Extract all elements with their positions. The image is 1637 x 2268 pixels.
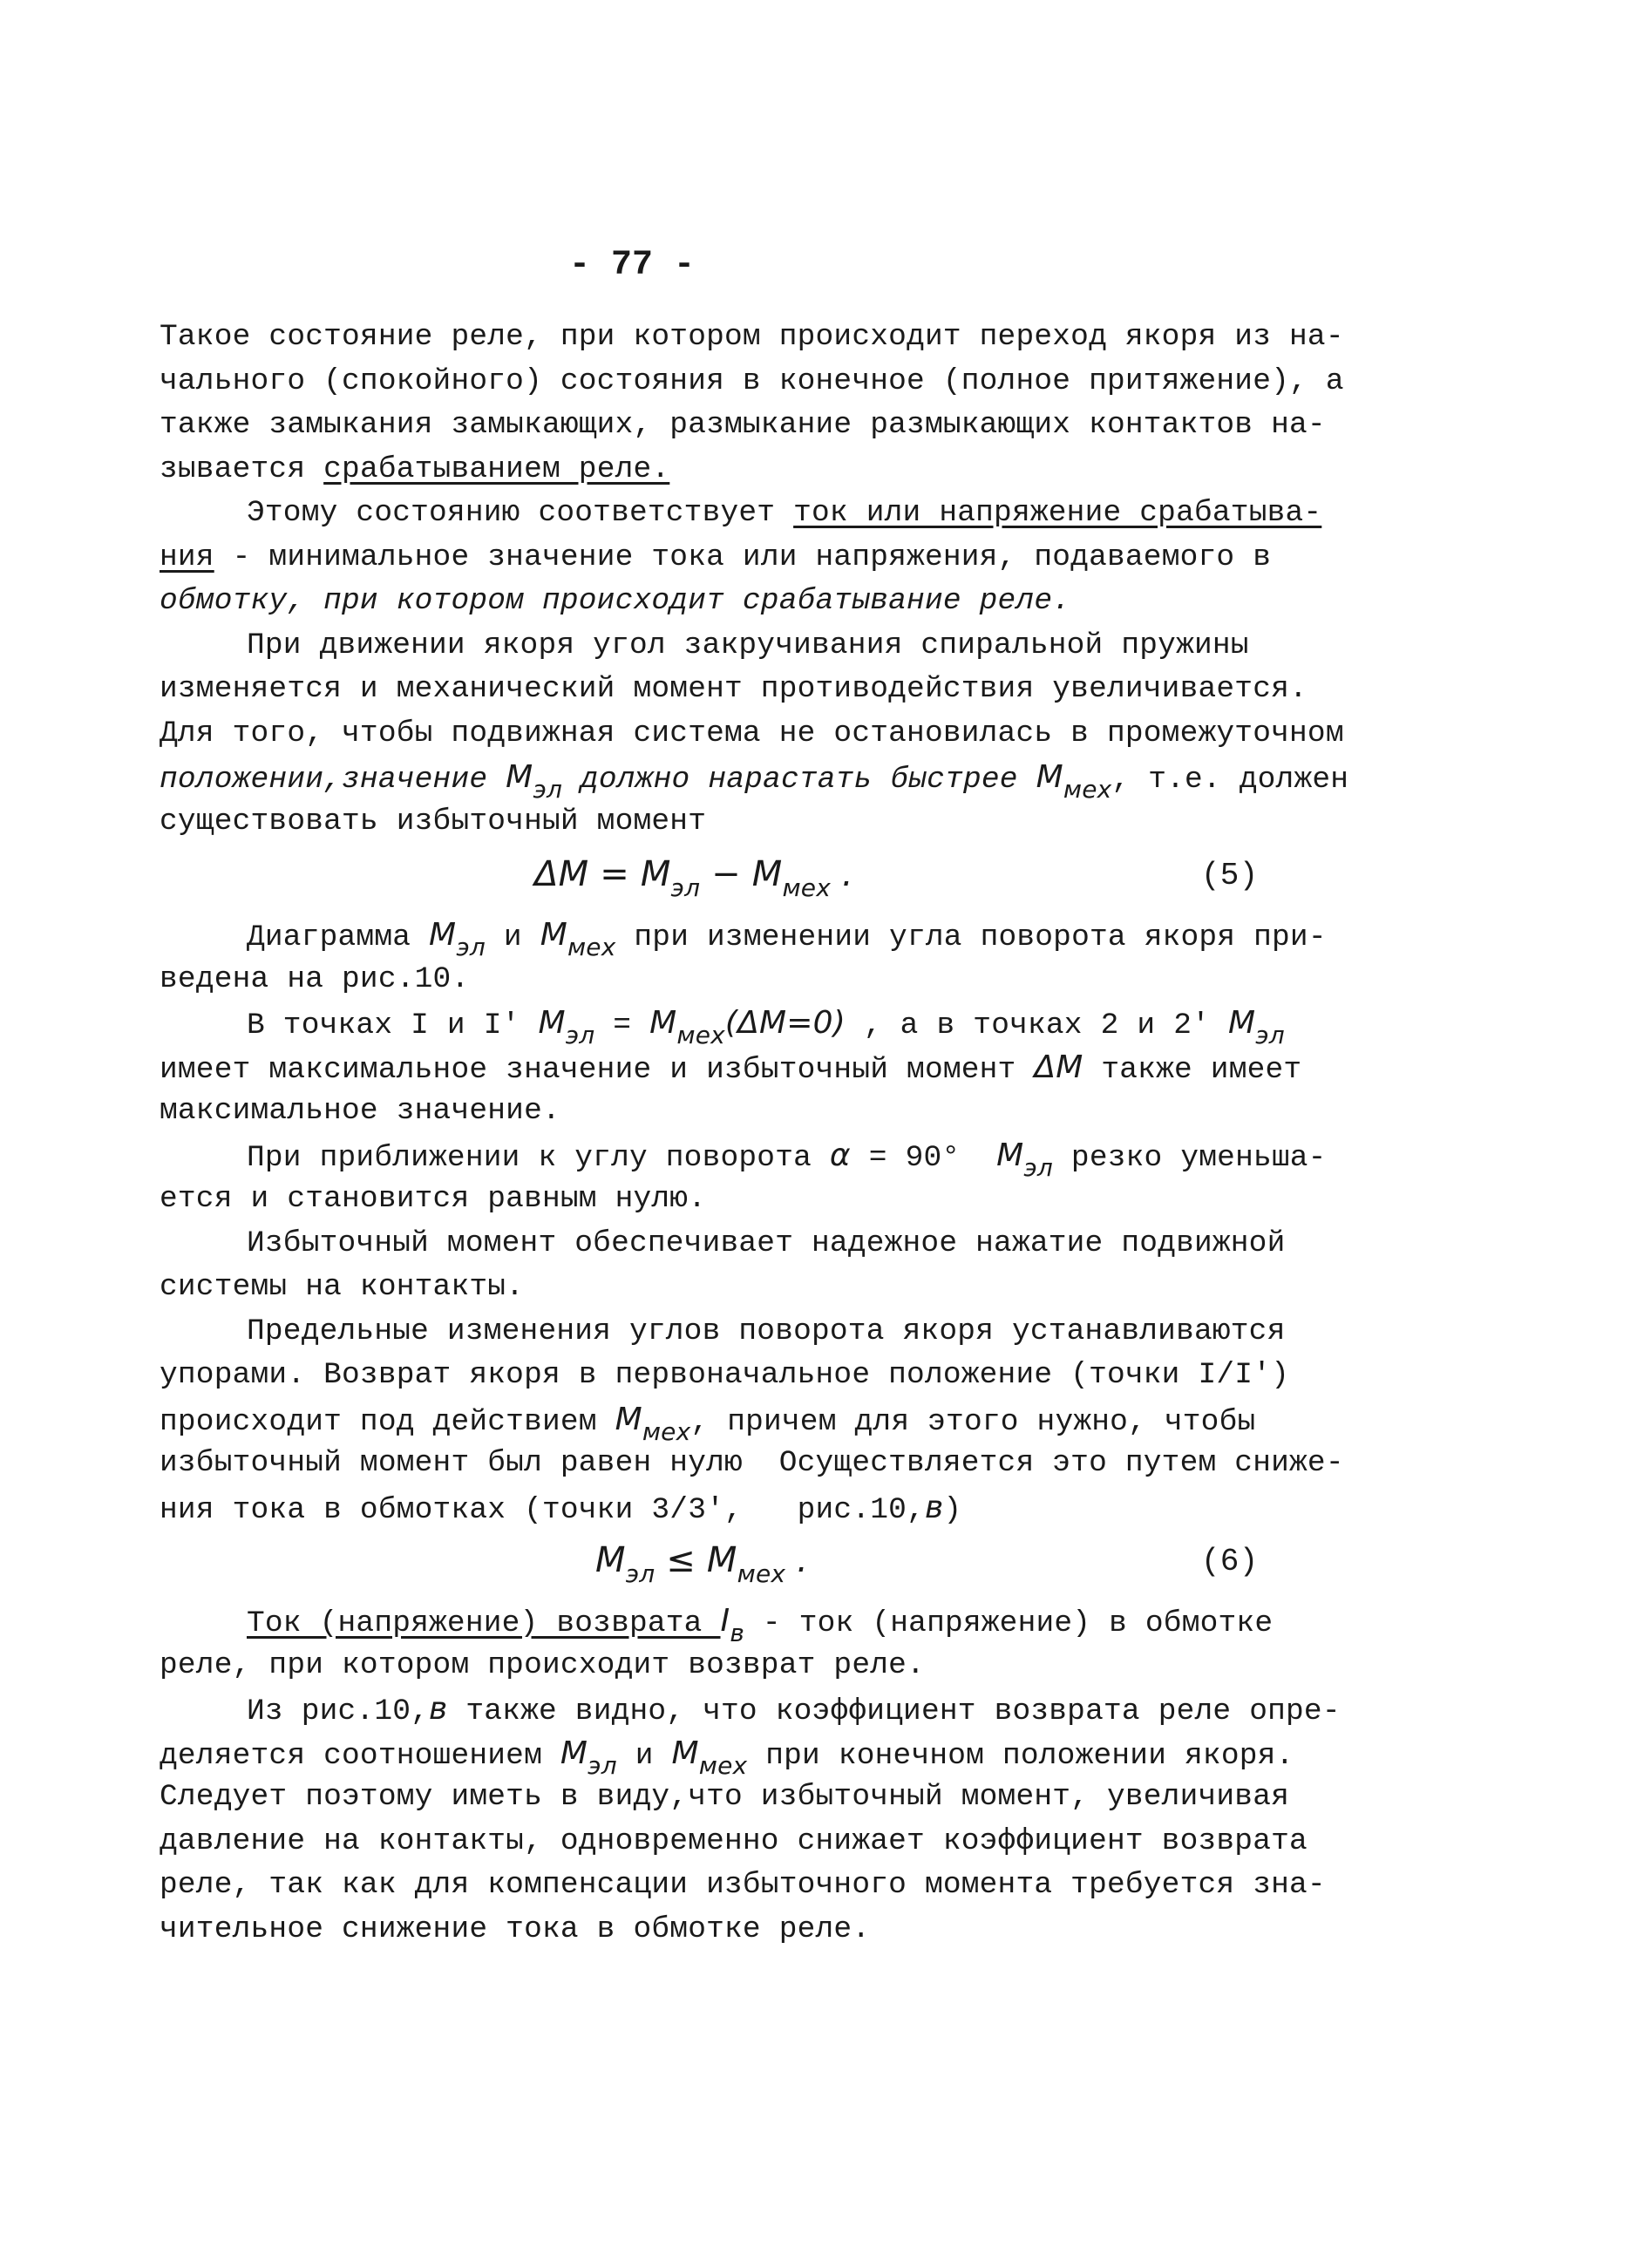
eq-minus: − M <box>700 854 783 894</box>
text: системы на контакты. <box>160 1270 525 1304</box>
text-line <box>160 1486 1328 1531</box>
text: имеет максимальное значение и избыточный момент <box>160 1052 1035 1087</box>
symbol-m: M <box>996 1137 1024 1173</box>
text-line <box>160 492 1328 536</box>
text-line <box>160 624 1328 669</box>
term-trigger-current: ток или напряжение срабатыва- <box>793 496 1322 530</box>
subscript-mex: мех <box>642 1416 691 1446</box>
text: Следует поэтому иметь в виду,что избыточный момент, увеличивая <box>160 1780 1290 1814</box>
text: Такое состояние реле, при котором происходит переход якоря из на- <box>160 320 1344 354</box>
text: Из рис.10, <box>247 1694 430 1728</box>
eq-end: . <box>831 854 853 894</box>
text-line <box>160 1820 1328 1864</box>
equation-5 <box>160 844 1328 913</box>
text: давление на контакты, одновременно снижает коэффициент возврата <box>160 1823 1308 1858</box>
text: также имеет <box>1083 1052 1302 1087</box>
subscript-el: эл <box>588 1750 617 1780</box>
text: существовать избыточный момент <box>160 804 707 839</box>
text-line <box>160 1864 1328 1908</box>
text: Этому состоянию соответствует <box>247 496 794 530</box>
equation-formula <box>595 1538 808 1586</box>
eq-m: M <box>595 1540 626 1580</box>
term-triggering: срабатыванием реле. <box>323 452 670 486</box>
text: положении,значение <box>160 763 506 797</box>
text: должно нарастать быстрее <box>562 763 1036 797</box>
symbol-m: M <box>615 1401 642 1437</box>
text-line <box>160 1134 1328 1182</box>
text: ) <box>943 1492 962 1527</box>
text-line <box>160 1002 1328 1049</box>
subscript-el: эл <box>456 933 486 961</box>
symbol-i: I <box>720 1603 730 1639</box>
text: В точках I и I′ <box>247 1008 539 1042</box>
text: чительное снижение тока в обмотке реле. <box>160 1912 871 1946</box>
text: При приближении к углу поворота <box>247 1140 830 1175</box>
text: реле, так как для компенсации избыточного момента требуется зна- <box>160 1868 1326 1902</box>
symbol-v: в <box>429 1691 448 1727</box>
text: и <box>485 920 540 954</box>
subscript-el: эл <box>625 1559 655 1588</box>
symbol-delta-m: ΔM <box>1034 1049 1083 1085</box>
symbol-m: M <box>506 759 533 795</box>
subscript-mex: мех <box>698 1750 748 1780</box>
symbol-alpha: α <box>829 1137 851 1173</box>
equation-formula <box>534 852 853 900</box>
text: также видно, что коэффициент возврата реле опре- <box>447 1694 1341 1728</box>
text-line <box>160 668 1328 712</box>
eq-rel: ≤ M <box>655 1540 737 1580</box>
text: максимальное значение. <box>160 1094 560 1128</box>
text: чального (спокойного) состояния в конечное (полное притяжение), а <box>160 363 1344 398</box>
text: при конечном положении якоря. <box>747 1738 1294 1773</box>
body-text <box>160 316 1349 1952</box>
text: Для того, чтобы подвижная система не остановилась в промежуточном <box>160 716 1344 750</box>
text: происходит под действием <box>160 1404 615 1439</box>
text: упорами. Возврат якоря в первоначальное положение (точки I/I′) <box>160 1358 1290 1392</box>
text-line <box>160 1732 1328 1780</box>
text: , причем для этого нужно, чтобы <box>690 1404 1256 1439</box>
text-line <box>160 316 1344 360</box>
text-line <box>160 1644 1328 1688</box>
text-line <box>160 1442 1344 1486</box>
text: = 90° <box>850 1140 997 1175</box>
text: резко уменьша- <box>1053 1140 1327 1175</box>
symbol-m: M <box>538 1005 566 1041</box>
subscript-el: эл <box>565 1021 595 1049</box>
subscript-mex: мех <box>567 933 616 961</box>
text: ведена на рис.10. <box>160 961 470 996</box>
text: также замыкания замыкающих, размыкание размыкающих контактов на- <box>160 408 1326 442</box>
text-line <box>160 1266 1328 1310</box>
text: При движении якоря угол закручивания спиральной пружины <box>247 628 1249 662</box>
text: ется и становится равным нулю. <box>160 1182 707 1216</box>
text: при изменении угла поворота якоря при- <box>615 920 1327 954</box>
text: = <box>594 1008 650 1042</box>
term-return-current: Ток (напряжение) возврата <box>247 1606 721 1640</box>
subscript-mex: мех <box>1063 775 1112 804</box>
term-trigger-current-end: ния <box>160 540 214 574</box>
text-line <box>160 1354 1328 1398</box>
subscript-el: эл <box>533 775 563 804</box>
subscript-mex: мех <box>676 1021 725 1049</box>
text: реле, при котором происходит возврат реле. <box>160 1647 925 1682</box>
text: ния тока в обмотках (точки 3/3′, рис.10, <box>160 1492 925 1527</box>
symbol-m: M <box>540 917 567 953</box>
equation-number: (5) <box>1201 858 1259 893</box>
subscript-v: в <box>730 1619 745 1647</box>
text: Предельные изменения углов поворота якоря устанавливаются <box>247 1314 1286 1348</box>
text-line <box>160 1398 1328 1446</box>
delta-zero: (ΔM=0) <box>724 1005 846 1041</box>
text-line <box>160 1090 1328 1134</box>
text-line <box>160 1776 1328 1820</box>
text: избыточный момент был равен нулю Осуществляется это путем сниже- <box>160 1446 1344 1480</box>
equation-6 <box>160 1530 1328 1599</box>
symbol-m: M <box>429 917 457 953</box>
eq-end: . <box>785 1540 809 1580</box>
text-line <box>160 536 1328 581</box>
text-line <box>160 800 1328 845</box>
text-line <box>160 1222 1328 1266</box>
text: деляется соотношением <box>160 1738 560 1773</box>
text-line <box>160 580 1328 624</box>
symbol-m: M <box>649 1005 677 1041</box>
subscript-mex: мех <box>782 873 832 902</box>
subscript-el: эл <box>670 873 701 902</box>
text-line <box>160 1599 1328 1647</box>
subscript-mex: мех <box>737 1559 786 1588</box>
text: изменяется и механический момент противодействия увеличивается. <box>160 672 1308 706</box>
text: Диаграмма <box>247 920 430 954</box>
text: обмотку, при котором происходит срабатывание реле. <box>160 584 1071 618</box>
text-line <box>160 958 1328 1002</box>
subscript-el: эл <box>1023 1152 1054 1182</box>
text-line <box>160 1687 1341 1732</box>
symbol-m: M <box>1036 759 1063 795</box>
text: , а в точках 2 и 2′ <box>845 1008 1228 1042</box>
text-line <box>160 756 1349 804</box>
text-line <box>160 1908 1328 1952</box>
equation-number: (6) <box>1201 1544 1259 1579</box>
text-line <box>160 448 1328 492</box>
text-line <box>160 360 1344 404</box>
symbol-m: M <box>560 1735 588 1771</box>
text-line <box>160 913 1328 961</box>
text-line <box>160 1310 1328 1355</box>
text: - ток (напряжение) в обмотке <box>744 1606 1274 1640</box>
eq-lhs: ΔM = M <box>534 854 671 894</box>
text-line <box>160 712 1344 757</box>
text-line <box>160 404 1328 448</box>
page-number: - 77 - <box>568 246 696 285</box>
text: , т.е. должен <box>1111 763 1349 797</box>
subscript-el: эл <box>1255 1021 1285 1049</box>
text: Избыточный момент обеспечивает надежное нажатие подвижной <box>247 1226 1286 1260</box>
text: зывается <box>160 452 324 486</box>
text-line <box>160 1046 1328 1090</box>
text: и <box>616 1738 672 1773</box>
text: - минимальное значение тока или напряжения, подаваемого в <box>214 540 1272 574</box>
text-line <box>160 1178 1328 1222</box>
symbol-v: в <box>924 1489 944 1525</box>
symbol-m: M <box>671 1735 699 1771</box>
symbol-m: M <box>1227 1005 1256 1041</box>
